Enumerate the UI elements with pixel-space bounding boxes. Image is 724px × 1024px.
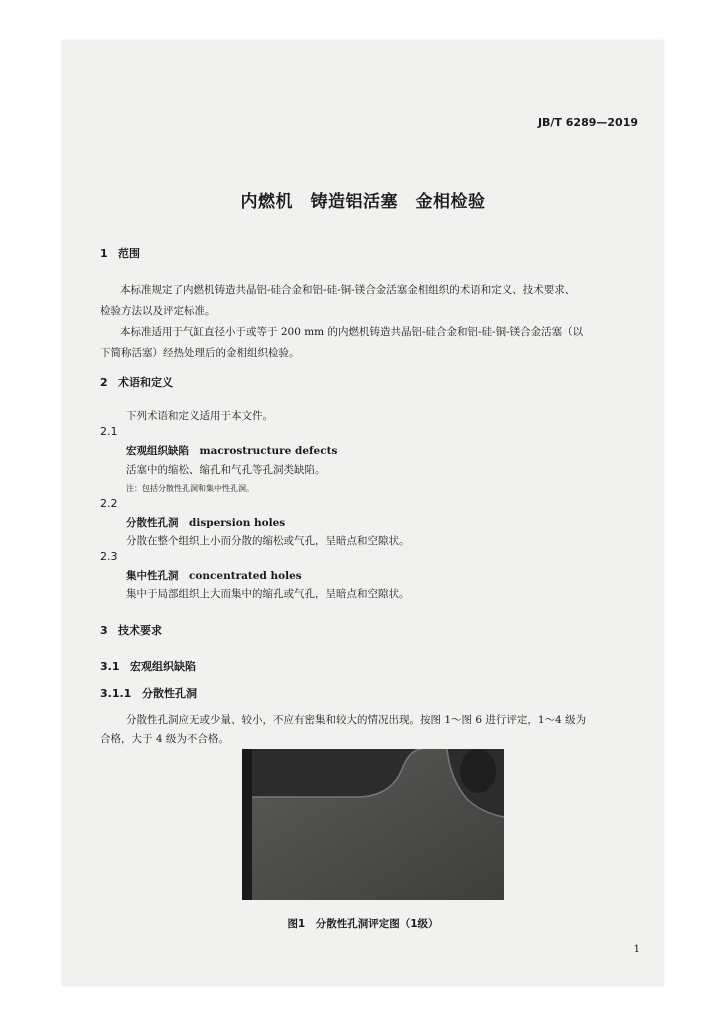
section-2-intro: 下列术语和定义适用于本文件。 [126, 410, 273, 422]
section-1-para-1-line-2: 检验方法以及评定标准。 [100, 305, 216, 317]
section-3-1-1-heading: 3.1.1 分散性孔洞 [100, 687, 197, 700]
section-3-heading: 3 技术要求 [100, 624, 162, 637]
section-1-heading: 1 范围 [100, 247, 140, 260]
figure-caption: 图1 分散性孔洞评定图（1级） [287, 918, 439, 930]
section-3-1-heading: 3.1 宏观组织缺陷 [100, 660, 196, 673]
section-1-para-2-line-2: 下简称活塞）经热处理后的金相组织检验。 [100, 347, 300, 359]
micrograph-figure-1 [242, 749, 504, 900]
term-2-1-note: 注：包括分散性孔洞和集中性孔洞。 [126, 484, 254, 493]
term-2-2-title: 分散性孔洞 dispersion holes [126, 517, 286, 529]
document-title: 内燃机 铸造铝活塞 金相检验 [240, 192, 486, 212]
section-1-para-1-line-1: 本标准规定了内燃机铸造共晶铝-硅合金和铝-硅-铜-镁合金活塞金相组织的术语和定义、技术要求、 [120, 284, 576, 296]
section-2-heading: 2 术语和定义 [100, 376, 173, 389]
term-2-3-title: 集中性孔洞 concentrated holes [126, 570, 302, 582]
standard-code: JB/T 6289—2019 [537, 116, 638, 129]
term-2-1-title: 宏观组织缺陷 macrostructure defects [126, 445, 338, 457]
section-3-para-line-1: 分散性孔洞应无或少量、较小，不应有密集和较大的情况出现。按图 1～图 6 进行评定，1～4 级为 [126, 714, 587, 726]
micrograph-image [242, 749, 504, 900]
term-2-1-number: 2.1 [100, 425, 118, 438]
term-2-1-definition: 活塞中的缩松、缩孔和气孔等孔洞类缺陷。 [126, 464, 326, 476]
document-page [62, 40, 664, 986]
term-2-2-number: 2.2 [100, 497, 118, 510]
section-3-para-line-2: 合格，大于 4 级为不合格。 [100, 733, 229, 745]
page-number: 1 [633, 944, 640, 955]
term-2-3-number: 2.3 [100, 550, 118, 563]
section-1-para-2-line-1: 本标准适用于气缸直径小于或等于 200 mm 的内燃机铸造共晶铝-硅合金和铝-硅-铜-镁合金活塞（以 [120, 326, 584, 338]
term-2-2-definition: 分散在整个组织上小而分散的缩松或气孔，呈暗点和空隙状。 [126, 535, 410, 547]
term-2-3-definition: 集中于局部组织上大而集中的缩孔或气孔，呈暗点和空隙状。 [126, 588, 410, 600]
